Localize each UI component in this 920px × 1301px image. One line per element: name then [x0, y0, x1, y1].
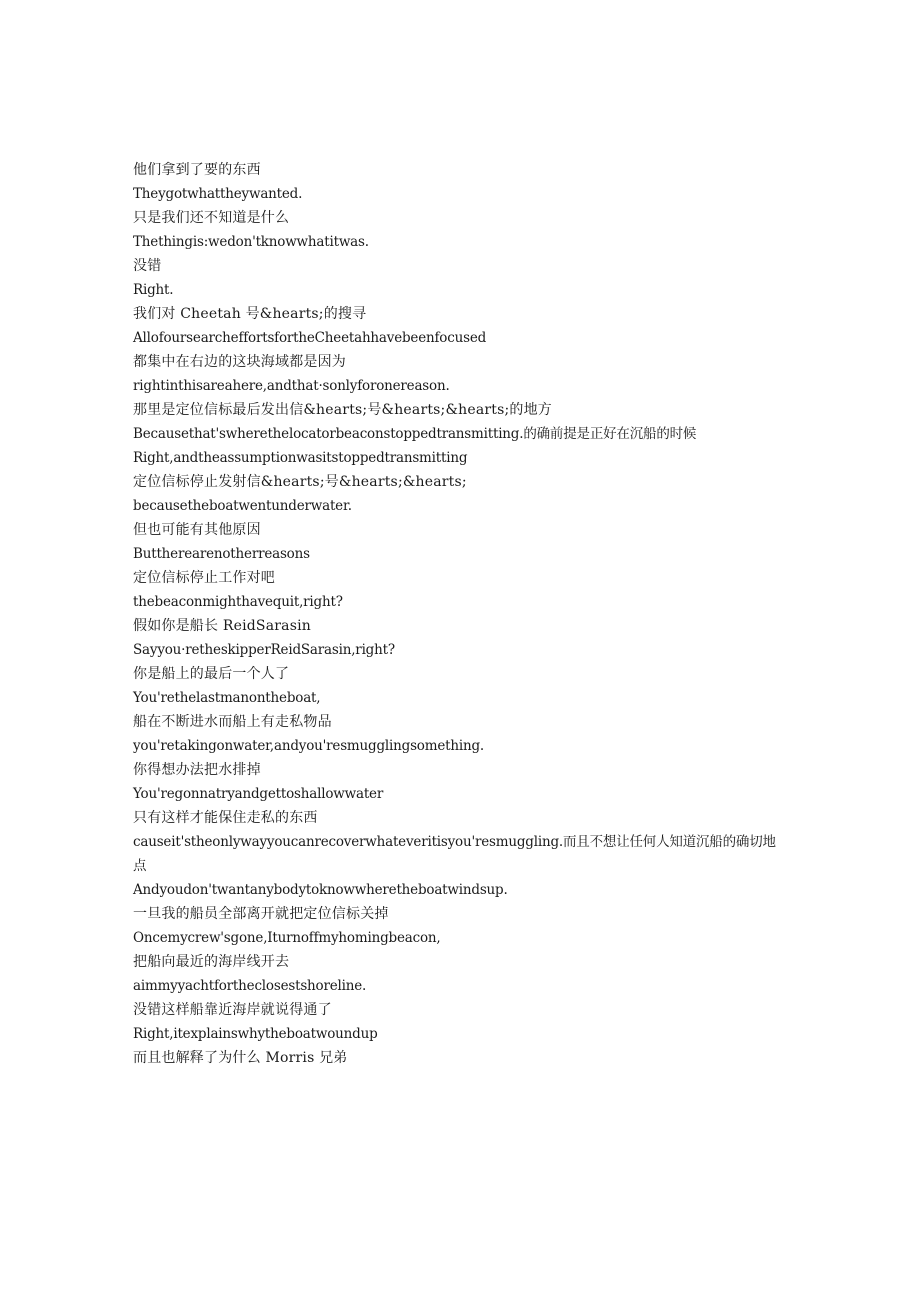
transcript-line-zh: 都集中在右边的这块海域都是因为 — [133, 354, 346, 370]
transcript-line-zh: 没错 — [133, 258, 162, 274]
transcript-line-en: Right,andtheassumptionwasitstoppedtransmitting — [133, 450, 468, 466]
transcript-line-zh: 定位信标停止发射信&hearts;号&hearts;&hearts; — [133, 474, 467, 490]
transcript-line-zh: 他们拿到了要的东西 — [133, 162, 261, 178]
transcript-line-en: Buttherearenotherreasons — [133, 546, 310, 562]
transcript-line-en: causeit'stheonlywayyoucanrecoverwhateveritisyou'resmuggling.而且不想让任何人知道沉船的确切地点 — [133, 834, 776, 874]
transcript-line-zh: 假如你是船长 ReidSarasin — [133, 618, 311, 634]
transcript-line-zh: 把船向最近的海岸线开去 — [133, 954, 290, 970]
transcript-line-zh: 你是船上的最后一个人了 — [133, 666, 290, 682]
transcript-line-en: thebeaconmighthavequit,right? — [133, 594, 343, 610]
transcript-line-zh: 而且也解释了为什么 Morris 兄弟 — [133, 1050, 348, 1066]
transcript-line-zh: 但也可能有其他原因 — [133, 522, 261, 538]
transcript-line-zh: 我们对 Cheetah 号&hearts;的搜寻 — [133, 306, 367, 322]
transcript-line-zh: 只有这样才能保住走私的东西 — [133, 810, 318, 826]
transcript-line-en: Thethingis:wedon'tknowwhatitwas. — [133, 234, 369, 250]
transcript-line-en: Andyoudon'twantanybodytoknowwheretheboatwindsup. — [133, 882, 508, 898]
transcript-body — [133, 158, 788, 1070]
transcript-line-zh: 定位信标停止工作对吧 — [133, 570, 275, 586]
transcript-line-en: aimmyyachtfortheclosestshoreline. — [133, 978, 367, 994]
transcript-line-en: You'regonnatryandgettoshallowwater — [133, 786, 384, 802]
transcript-line-zh: 那里是定位信标最后发出信&hearts;号&hearts;&hearts;的地方 — [133, 402, 552, 418]
transcript-line-en: You'rethelastmanontheboat, — [133, 690, 321, 706]
transcript-line-zh: 你得想办法把水排掉 — [133, 762, 261, 778]
transcript-line-zh: 没错这样船靠近海岸就说得通了 — [133, 1002, 332, 1018]
transcript-line-en: Oncemycrew'sgone,Iturnoffmyhomingbeacon, — [133, 930, 441, 946]
transcript-line-zh: 只是我们还不知道是什么 — [133, 210, 290, 226]
transcript-line-en: becausetheboatwentunderwater. — [133, 498, 352, 514]
transcript-line-en: Theygotwhattheywanted. — [133, 186, 303, 202]
transcript-line-en: Becausethat'swherethelocatorbeaconstoppedtransmitting.的确前提是正好在沉船的时候 — [133, 426, 697, 442]
transcript-line-en: Right. — [133, 282, 174, 298]
transcript-line-zh: 一旦我的船员全部离开就把定位信标关掉 — [133, 906, 389, 922]
transcript-line-en: you'retakingonwater,andyou'resmugglingsomething. — [133, 738, 484, 754]
transcript-line-en: AllofoursearcheffortsfortheCheetahhavebeenfocused — [133, 330, 487, 346]
transcript-line-zh: 船在不断进水而船上有走私物品 — [133, 714, 332, 730]
transcript-line-en: Right,itexplainswhytheboatwoundup — [133, 1026, 378, 1042]
transcript-line-en: rightinthisareahere,andthat·sonlyforonereason. — [133, 378, 450, 394]
transcript-line-en: Sayyou·retheskipperReidSarasin,right? — [133, 642, 395, 658]
